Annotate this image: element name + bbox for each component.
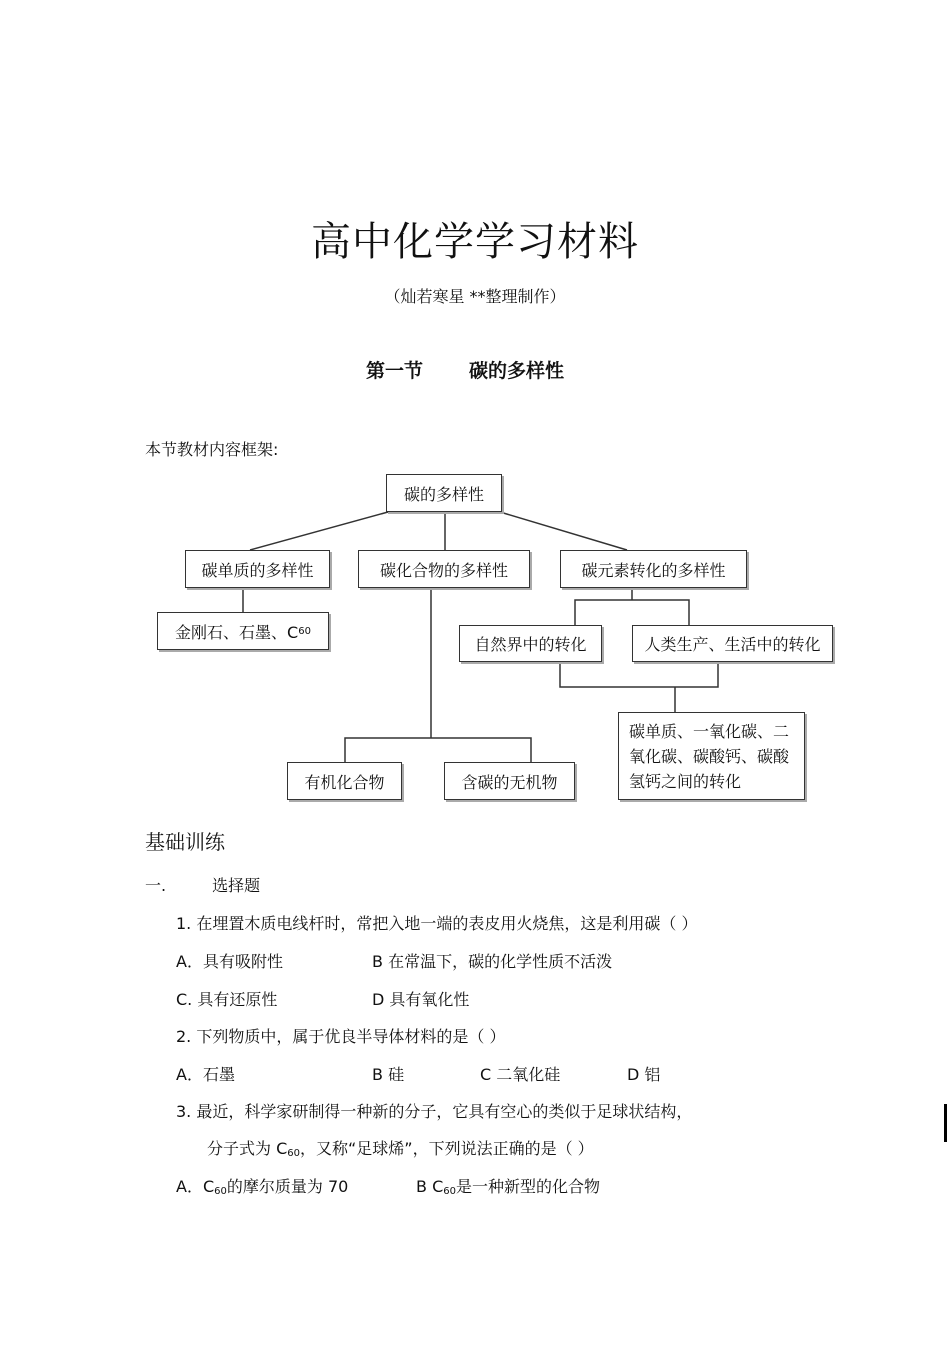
examples-subscript: 60 — [298, 625, 311, 637]
node-compounds-diversity: 碳化合物的多样性 — [358, 550, 530, 588]
node-organic-compounds: 有机化合物 — [287, 762, 402, 800]
examples-text: 金刚石、石墨、C — [175, 622, 299, 642]
q3-stem-line1: 3. 最近，科学家研制得一种新的分子，它具有空心的类似于足球状结构， — [176, 1102, 693, 1121]
q2-option-c: C 二氧化硅 — [480, 1065, 561, 1084]
page-subtitle: （灿若寒星 **整理制作） — [384, 287, 566, 306]
framework-label: 本节教材内容框架: — [145, 440, 279, 459]
node-transform-diversity: 碳元素转化的多样性 — [560, 550, 747, 588]
scrollbar-marker[interactable] — [944, 1104, 947, 1142]
q1-option-c: C. 具有还原性 — [176, 990, 278, 1009]
q3-option-a-post: 的摩尔质量为 70 — [226, 1177, 349, 1196]
q3-option-b-pre: B C — [416, 1177, 444, 1196]
section-heading — [366, 356, 564, 383]
q1-stem: 1. 在埋置木质电线杆时，常把入地一端的表皮用火烧焦，这是利用碳（ ） — [176, 914, 698, 933]
q3-option-b-subscript: 60 — [443, 1186, 456, 1197]
q2-option-d: D 铝 — [627, 1065, 661, 1084]
node-elements-examples — [157, 612, 329, 650]
section-name: 碳的多样性 — [469, 360, 565, 382]
q1-option-a: A．具有吸附性 — [176, 952, 283, 971]
q2-option-a: A．石墨 — [176, 1065, 235, 1084]
section-number: 第一节 — [366, 360, 424, 382]
q3-option-a-pre: A．C — [176, 1177, 215, 1196]
part-number: 一. — [145, 876, 167, 895]
q1-option-d: D 具有氧化性 — [372, 990, 470, 1009]
q3-option-b — [416, 1174, 600, 1197]
q2-option-b: B 硅 — [372, 1065, 405, 1084]
node-human-transform: 人类生产、生活中的转化 — [632, 625, 833, 662]
q3-stem-line2-pre: 分子式为 C — [207, 1139, 288, 1158]
q2-stem: 2. 下列物质中，属于优良半导体材料的是（ ） — [176, 1027, 506, 1046]
part-heading — [145, 873, 260, 896]
node-transform-detail: 碳单质、一氧化碳、二氧化碳、碳酸钙、碳酸氢钙之间的转化 — [618, 712, 805, 800]
q3-option-a-subscript: 60 — [214, 1186, 227, 1197]
node-elements-diversity: 碳单质的多样性 — [185, 550, 330, 588]
basic-training-heading: 基础训练 — [145, 830, 225, 854]
q3-stem-line2 — [207, 1136, 594, 1159]
q3-stem-subscript: 60 — [287, 1148, 300, 1159]
part-label: 选择题 — [212, 876, 261, 895]
q1-option-b: B 在常温下，碳的化学性质不活泼 — [372, 952, 613, 971]
q3-stem-line2-post: ，又称“足球烯”，下列说法正确的是（ ） — [300, 1139, 594, 1158]
page-title: 高中化学学习材料 — [311, 219, 639, 265]
q3-option-a — [176, 1174, 348, 1197]
node-nature-transform: 自然界中的转化 — [459, 625, 602, 662]
q3-option-b-post: 是一种新型的化合物 — [455, 1177, 600, 1196]
node-inorganic-carbon: 含碳的无机物 — [444, 762, 575, 800]
node-carbon-diversity: 碳的多样性 — [386, 474, 502, 512]
